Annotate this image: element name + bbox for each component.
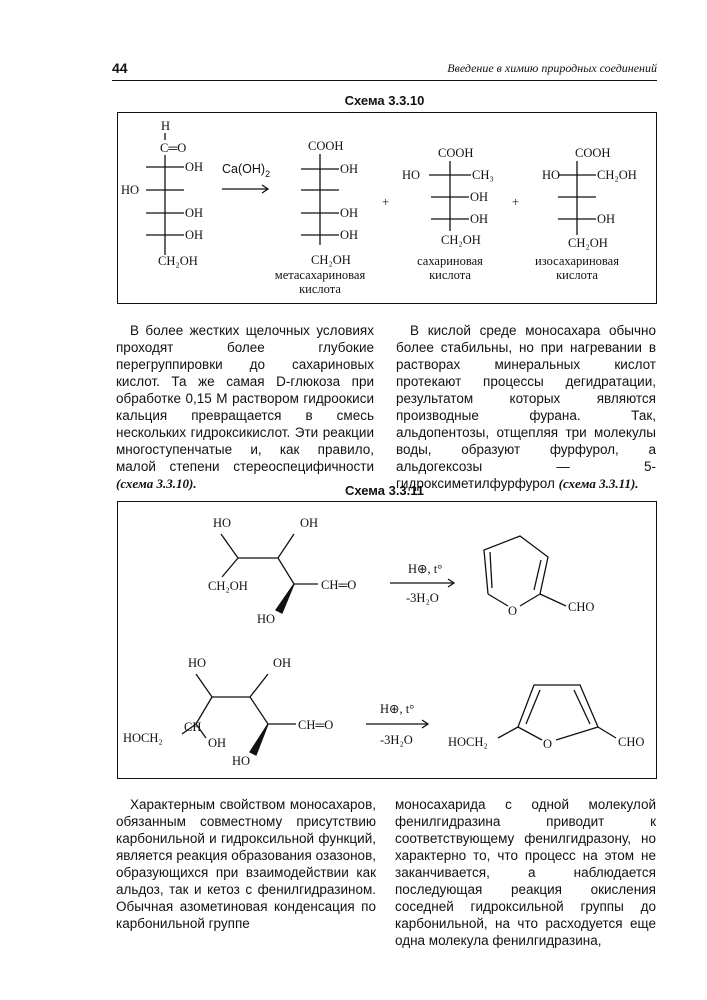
glucose-oh1: OH: [185, 160, 204, 174]
sachar-name-2: кислота: [429, 268, 471, 282]
r2-ch: CH: [184, 720, 202, 734]
glucose-ho: HO: [121, 183, 140, 197]
hexose-structure: [123, 656, 333, 768]
scheme-3-3-11-diagram: [118, 502, 656, 778]
sachar-oh1: OH: [470, 190, 489, 204]
iso-oh: OH: [597, 212, 616, 226]
r2-cho: CH═O: [298, 718, 334, 732]
sachar-ho: HO: [402, 168, 421, 182]
sachar-ch3: CH₃: [472, 168, 494, 182]
r2-conditions-bottom: -3H₂O: [380, 733, 413, 747]
iso-cooh: COOH: [575, 146, 611, 160]
sachar-name-1: сахариновая: [417, 254, 483, 268]
meta-name-2: кислота: [299, 282, 341, 296]
r1-cho: CH═O: [321, 578, 357, 592]
scheme-3-3-11-title: Схема 3.3.11: [344, 483, 425, 498]
paragraph-right-1: [396, 322, 656, 492]
hmf-structure: [448, 685, 644, 751]
scheme-3-3-10-title: Схема 3.3.10: [344, 93, 425, 108]
glucose-structure: [121, 119, 203, 268]
r2-oh-top: OH: [273, 656, 292, 670]
meta-oh3: OH: [340, 228, 359, 242]
running-title: Введение в химию природных соединений: [447, 61, 657, 75]
furfural-structure: [484, 536, 594, 618]
paragraph-right-1-text: В кислой среде моносахара обычно более стабильны, но при нагревании в растворах минеральных кислот протекают процессы дегидратации, результатом которых являются производные фурана. Так, альдопентозы, отщепляя три молекулы воды, образуют фурфурол, а альдогексозы — 5-гидроксиметилфурфурол: [396, 323, 656, 491]
glucose-ch2oh: CH₂OH: [158, 254, 198, 268]
meta-oh2: OH: [340, 206, 359, 220]
r1-conditions-bottom: -3H₂O: [406, 591, 439, 605]
iso-name-1: изосахариновая: [535, 254, 619, 268]
plus-sign-1: +: [382, 195, 390, 209]
reaction-arrow-2: [390, 562, 454, 605]
r2-ho-bottom: HO: [232, 754, 251, 768]
iso-ho: HO: [542, 168, 561, 182]
paragraph-left-1-text: В более жестких щелочных условиях проходят более глубокие перегруппировки до сахариновых кислот. Та же самая D-глюкоза при обработке 0,15 М раствором гидроокиси кальция превращается в смесь нескольких гидроксикислот. Эти реакции многоступенчатые и, как правило, малой степени стереоспецифичности: [116, 323, 374, 474]
reaction-arrow-1: [222, 162, 270, 193]
glucose-oh2: OH: [185, 206, 204, 220]
scheme-3-3-10-diagram: [118, 113, 656, 303]
sachar-cooh: COOH: [438, 146, 474, 160]
glucose-h: H: [161, 119, 171, 133]
plus-sign-2: +: [512, 195, 520, 209]
r2-ring-hoch2: HOCH₂: [448, 735, 488, 749]
reagent-label: $Ca(OH)_2$: [222, 162, 271, 179]
r2-hoch2: HOCH₂: [123, 731, 163, 745]
r1-ch2oh: CH₂OH: [208, 579, 248, 593]
pentose-structure: [208, 516, 356, 626]
paragraph-left-2-text: Характерным свойством моносахаров, обязанным совместному присутствию карбонильной и гидроксильной функций, является реакция образования озазонов, образующихся при взаимодействии как альдоз, так и кетоз с фенилгидразином. Обычная азометиновая конденсация по карбонильной группе: [116, 797, 376, 931]
r2-conditions-top: H⊕, t°: [380, 702, 415, 716]
meta-ch2oh: CH₂OH: [311, 253, 351, 267]
scheme-3-3-11-reference: (схема 3.3.11).: [558, 476, 639, 491]
r1-ring-oxygen: O: [508, 604, 518, 618]
saccharinic-acid-structure: [402, 146, 494, 282]
reaction-arrow-3: [366, 702, 428, 747]
iso-ch2oh: CH₂OH: [568, 236, 608, 250]
paragraph-right-2: [395, 796, 656, 949]
paragraph-left-1: [116, 322, 374, 492]
page-number: 44: [112, 60, 128, 76]
r1-ring-cho: CHO: [568, 600, 595, 614]
r1-ho-bottom: HO: [257, 612, 276, 626]
r1-conditions-top: H⊕, t°: [408, 562, 443, 576]
iso-name-2: кислота: [556, 268, 598, 282]
paragraph-right-2-text: моносахарида с одной молекулой фенилгидразина приводит к соответствующему фенилгидразону, но характерно то, что процесс на этом не заканчивается, а наблюдается последующая реакция окисления соседней гидроксильной группы до карбонильной, на что расходуется еще одна молекула фенилгидразина,: [395, 797, 656, 948]
r2-ring-cho: CHO: [618, 735, 645, 749]
scheme-3-3-10-box: [117, 112, 657, 304]
metasaccharinic-acid-structure: [275, 139, 366, 296]
meta-cooh: COOH: [308, 139, 344, 153]
r2-oh-mid: OH: [208, 736, 227, 750]
r2-ring-oxygen: O: [543, 737, 553, 751]
scheme-3-3-11-box: [117, 501, 657, 779]
meta-name-1: метасахариновая: [274, 268, 366, 282]
iso-ch2oh-right: CH₂OH: [597, 168, 637, 182]
meta-oh1: OH: [340, 162, 359, 176]
paragraph-left-2: [116, 796, 376, 932]
r1-oh-top: OH: [300, 516, 319, 530]
scheme-3-3-10-reference: (схема 3.3.10).: [116, 476, 197, 491]
sachar-ch2oh: CH₂OH: [441, 233, 481, 247]
r1-ho-top: HO: [213, 516, 232, 530]
sachar-oh2: OH: [470, 212, 489, 226]
glucose-cho: C═O: [160, 141, 187, 155]
glucose-oh3: OH: [185, 228, 204, 242]
r2-ho-top: HO: [188, 656, 207, 670]
running-header: [112, 58, 657, 81]
isosaccharinic-acid-structure: [535, 146, 637, 282]
